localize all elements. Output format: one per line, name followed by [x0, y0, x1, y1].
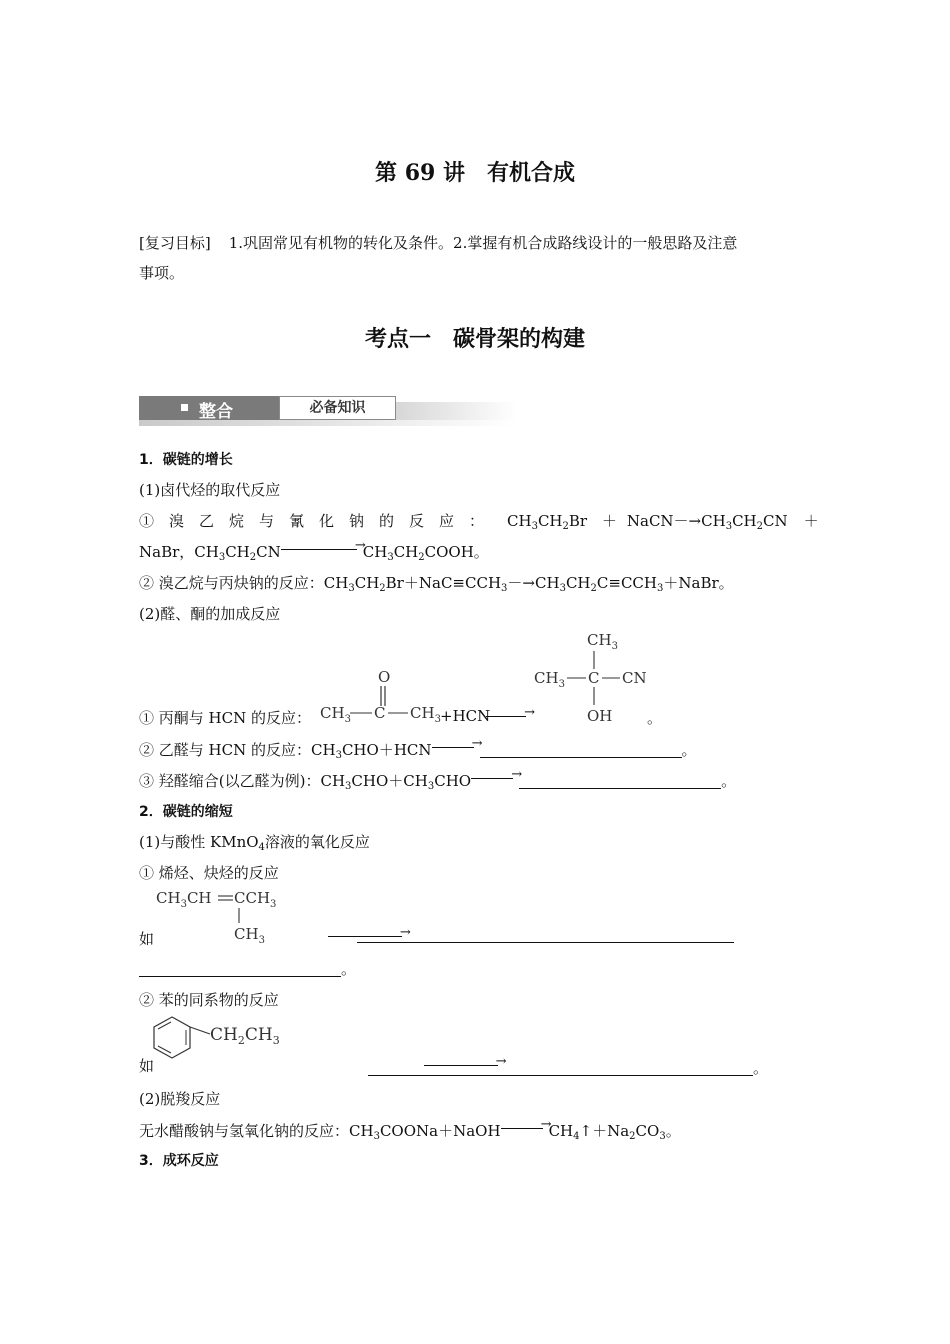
banner-left-label: 整合 [199, 402, 233, 422]
review-goals-text: 1.巩固常见有机物的转化及条件。2.掌握有机合成路线设计的一般思路及注意 [228, 234, 738, 252]
benzene-blank: 。 [368, 1057, 768, 1078]
reaction-arrow-icon [432, 740, 480, 754]
lecture-title: 第 69 讲 有机合成 [375, 160, 575, 186]
answer-blank[interactable] [519, 774, 721, 789]
s2-sub2: (2)脱羧反应 [139, 1090, 221, 1108]
ethyl-bond [190, 1027, 210, 1034]
reaction-arrow-icon [281, 542, 363, 556]
acetone-plus-hcn: +HCN [440, 707, 491, 725]
s1-aldol: ③ 羟醛缩合(以乙醛为例)：$CH_3CHO+CH_3CHO\to$ 。 [139, 770, 736, 791]
review-goals-line1 [139, 232, 737, 253]
ru-label-1: 如 [139, 930, 155, 948]
branch-methyl: $CH_3$ [234, 925, 265, 945]
left-methyl: $CH_3$ [534, 669, 565, 690]
s2-sub1: (1)与酸性 KMnO$_4$溶液的氧化反应 [139, 833, 370, 853]
review-goals-label: [复习目标] [139, 234, 211, 252]
s2-decarboxylation: 无水醋酸钠与氢氧化钠的反应：$CH_3COONa+NaOH\to$ $CH_4↑+Na_2CO_3$。 [139, 1120, 681, 1141]
cyanohydrin-structure [530, 625, 655, 730]
alkene-structure [150, 883, 290, 945]
answer-blank[interactable] [139, 962, 341, 977]
s2-item1: ① 烯烃、炔烃的反应 [139, 864, 279, 882]
s1-sub1: (1)卤代烃的取代反应 [139, 481, 281, 499]
ru-label-2: 如 [139, 1057, 155, 1075]
s2-heading: 2．碳链的缩短 [139, 804, 233, 820]
s1-item2: ② 溴乙烷与丙炔钠的反应：$CH_3CH_2Br+NaC\equiv CCH_3-\to CH_3CH_2C\equiv CCH_3+NaBr$。 [139, 574, 734, 594]
reaction-arrow-icon [471, 771, 519, 785]
ethylbenzene-structure [150, 1012, 300, 1072]
acetone-period: 。 [647, 709, 663, 727]
alkene-right: $CCH_3$ [234, 889, 277, 910]
section-title: 考点一 碳骨架的构建 [364, 326, 585, 352]
banner-dark-block [139, 396, 279, 420]
reaction-arrow-icon [486, 709, 532, 723]
s3-heading: 3．成环反应 [139, 1153, 219, 1169]
s1-acetaldehyde-hcn: ② 乙醛与 HCN 的反应：$CH_3CHO+HCN\to$ 。 [139, 739, 697, 760]
benzene-ring [154, 1017, 190, 1058]
ethyl-group: $CH_2CH_3$ [210, 1025, 280, 1047]
banner-right-label: 必备知识 [279, 396, 396, 420]
s1-acetone-label: ① 丙酮与 HCN 的反应： [139, 709, 311, 727]
answer-blank[interactable] [480, 743, 682, 758]
alkene-blank-line2: 。 [139, 958, 356, 979]
hydroxyl-group: OH [587, 707, 613, 725]
alkene-left: $CH_3CH$ [156, 889, 212, 910]
acetone-right-methyl: $CH_3$ [410, 704, 441, 725]
banner-fade [394, 402, 517, 422]
s1-sub2: (2)醛、酮的加成反应 [139, 605, 281, 623]
s2-item2: ② 苯的同系物的反应 [139, 991, 279, 1009]
review-goals-line2: 事项。 [139, 264, 185, 282]
square-bullet-icon [181, 404, 188, 411]
acetone-left-methyl: $CH_3$ [320, 704, 351, 725]
s1-heading: 1．碳链的增长 [139, 452, 233, 468]
answer-blank[interactable] [357, 928, 734, 943]
top-methyl: $CH_3$ [587, 631, 618, 652]
s1-item1-label: ① 溴 乙 烷 与 氰 化 钠 的 反 应 ： [139, 512, 485, 530]
answer-blank[interactable] [368, 1061, 753, 1076]
banner-underbar [139, 420, 517, 426]
section-banner [139, 396, 517, 426]
central-carbon: C [588, 669, 600, 687]
s1-item1-line2: NaBr，$CH_3CH_2CN\to$ $CH_3CH_2COOH$。 [139, 541, 489, 562]
carbonyl-oxygen: O [378, 668, 391, 686]
s1-item1-equation: $CH_3CH_2Br$ ＋ $NaCN-\to CH_3CH_2CN$ ＋ [507, 512, 819, 532]
carbonyl-carbon: C [374, 704, 386, 722]
reaction-arrow-icon [501, 1121, 549, 1135]
nitrile-group: CN [622, 669, 647, 687]
